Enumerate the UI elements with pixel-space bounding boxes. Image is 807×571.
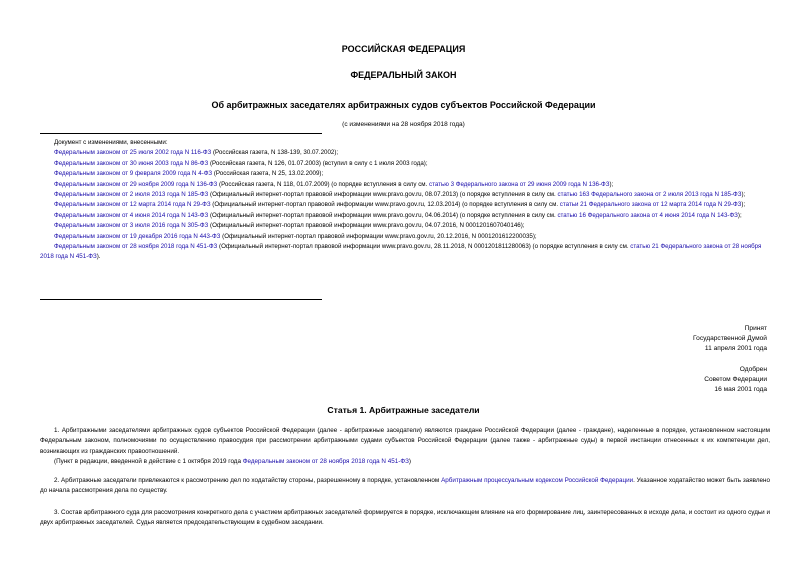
change-link[interactable]: Федеральным законом от 29 ноября 2009 года N 136-ФЗ	[54, 180, 218, 188]
change-item	[40, 242, 770, 263]
change-item	[40, 159, 770, 169]
change-article-link[interactable]: статью 21 Федерального закона от 28 ноября 2018 года N 451-ФЗ	[40, 243, 762, 261]
article-paragraph-3	[40, 508, 770, 529]
code-link[interactable]: Арбитражным процессуальным кодексом Российской Федерации	[441, 477, 634, 484]
accepted-date: 11 апреля 2001 года	[704, 345, 767, 353]
change-item	[40, 148, 770, 158]
paragraph-text: 3. Состав арбитражного суда для рассмотрения конкретного дела с участием арбитражных заседателей формируется в порядке, исключающем влияние на его формирование лиц, заинтересованных в исходе дела, и состоит из одного судьи и двух арбитражных заседателей. Судья является председательствующим в судебном заседании.	[40, 509, 770, 527]
paragraph-text-end: . Указанное ходатайство может быть заявлено до начала рассмотрения дела по существу.	[40, 477, 770, 495]
changes-intro: Документ с изменениями, внесенными:	[54, 139, 168, 146]
change-link[interactable]: Федеральным законом от 4 июня 2014 года N 143-ФЗ	[54, 211, 209, 219]
accepted-body: Государственной Думой	[693, 335, 767, 343]
approved-body: Советом Федерации	[704, 376, 767, 384]
accepted-block	[567, 324, 767, 355]
change-link[interactable]: Федеральным законом от 3 июля 2016 года N 305-ФЗ	[54, 222, 209, 230]
change-link[interactable]: Федеральным законом от 19 декабря 2016 года N 443-ФЗ	[54, 232, 221, 240]
approved-block	[567, 365, 767, 396]
change-note: (Официальный интернет-портал правовой информации www.pravo.gov.ru, 20.12.2016, N 0001201612200035);	[220, 232, 537, 240]
divider-bottom	[40, 299, 322, 300]
change-item	[40, 200, 770, 210]
change-note: (Официальный интернет-портал правовой информации www.pravo.gov.ru, 04.06.2014) (о порядке вступления в силу см.	[208, 211, 558, 219]
article-title: Статья 1. Арбитражные заседатели	[327, 405, 480, 415]
change-link[interactable]: Федеральным законом от 28 ноября 2018 года N 451-ФЗ	[54, 243, 218, 251]
note-link[interactable]: Федеральным законом от 28 ноября 2018 года N 451-ФЗ	[242, 458, 409, 465]
change-note-end: );	[741, 191, 746, 199]
change-link[interactable]: Федеральным законом от 12 марта 2014 года N 29-ФЗ	[54, 201, 211, 209]
accepted-label: Принят	[744, 325, 767, 332]
change-article-link[interactable]: статью 3 Федерального закона от 29 июня 2009 года N 136-ФЗ	[429, 180, 610, 188]
divider-top	[40, 133, 322, 134]
document-country: РОССИЙСКАЯ ФЕДЕРАЦИЯ	[341, 44, 466, 54]
document-title: Об арбитражных заседателях арбитражных судов субъектов Российской Федерации	[211, 100, 596, 110]
change-note-end: );	[737, 211, 742, 219]
change-note: (Официальный интернет-портал правовой информации www.pravo.gov.ru, 28.11.2018, N 0001201811280063) (о порядке вступления в силу см.	[217, 243, 631, 251]
change-article-link[interactable]: статью 16 Федерального закона от 4 июня 2014 года N 143-ФЗ	[557, 211, 738, 219]
article-paragraph-2	[40, 476, 770, 497]
approved-date: 16 мая 2001 года	[714, 386, 767, 394]
changes-list	[40, 138, 770, 263]
change-note: (Российская газета, N 126, 01.07.2003) (вступил в силу с 1 июля 2003 года);	[208, 159, 428, 167]
change-note-end: );	[741, 201, 746, 209]
change-item	[40, 180, 770, 190]
change-article-link[interactable]: статью 163 Федерального закона от 2 июля 2013 года N 185-ФЗ	[557, 191, 742, 199]
document-kind: ФЕДЕРАЛЬНЫЙ ЗАКОН	[350, 70, 457, 80]
change-note: (Официальный интернет-портал правовой информации www.pravo.gov.ru, 12.03.2014) (о порядке вступления в силу см.	[210, 201, 560, 209]
approved-label: Одобрен	[739, 366, 767, 373]
change-item	[40, 169, 770, 179]
change-note-end: ).	[96, 253, 101, 261]
change-note: (Российская газета, N 138-139, 30.07.2002);	[211, 149, 339, 157]
change-note: (Официальный интернет-портал правовой информации www.pravo.gov.ru, 08.07.2013) (о порядке вступления в силу см.	[208, 191, 558, 199]
change-item	[40, 221, 770, 231]
change-article-link[interactable]: статьи 21 Федерального закона от 12 марта 2014 года N 29-ФЗ	[559, 201, 742, 209]
note-end: )	[408, 458, 412, 465]
change-item	[40, 232, 770, 242]
change-note: (Российская газета, N 25, 13.02.2009);	[212, 170, 324, 178]
change-item	[40, 190, 770, 200]
change-note-end: );	[609, 180, 614, 188]
article-paragraph-1	[40, 426, 770, 457]
note-text: (Пункт в редакции, введенной в действие с 1 октября 2019 года	[54, 458, 243, 465]
paragraph-note	[40, 457, 770, 467]
document-edition: (с изменениями на 28 ноября 2018 года)	[342, 121, 465, 128]
change-link[interactable]: Федеральным законом от 9 февраля 2009 года N 4-ФЗ	[54, 170, 213, 178]
change-link[interactable]: Федеральным законом от 25 июля 2002 года N 116-ФЗ	[54, 149, 212, 157]
change-note: (Официальный интернет-портал правовой информации www.pravo.gov.ru, 04.07.2016, N 0001201607040146);	[208, 222, 525, 230]
change-item	[40, 211, 770, 221]
change-link[interactable]: Федеральным законом от 2 июля 2013 года N 185-ФЗ	[54, 191, 209, 199]
change-note: (Российская газета, N 118, 01.07.2009) (о порядке вступления в силу см.	[217, 180, 429, 188]
article-paragraph-1-note	[40, 457, 770, 467]
paragraph-text	[40, 476, 770, 497]
paragraph-text: 1. Арбитражными заседателями арбитражных судов субъектов Российской Федерации (далее - арбитражные заседатели) являются граждане Российской Федерации (далее - граждане), наделенные в порядке, установленном настоящим Федеральным законом, полномочиями по осуществлению правосудия при рассмотрении арбитражными судами субъектов Российской Федерации (далее также - арбитражные суды) в первой инстанции отнесенных к их компетенции дел, возникающих из гражданских правоотношений.	[40, 427, 770, 455]
change-link[interactable]: Федеральным законом от 30 июня 2003 года N 86-ФЗ	[54, 159, 209, 167]
paragraph-text-start: 2. Арбитражные заседатели привлекаются к рассмотрению дел по ходатайству стороны, разрешенному в порядке, установленном	[54, 477, 442, 484]
